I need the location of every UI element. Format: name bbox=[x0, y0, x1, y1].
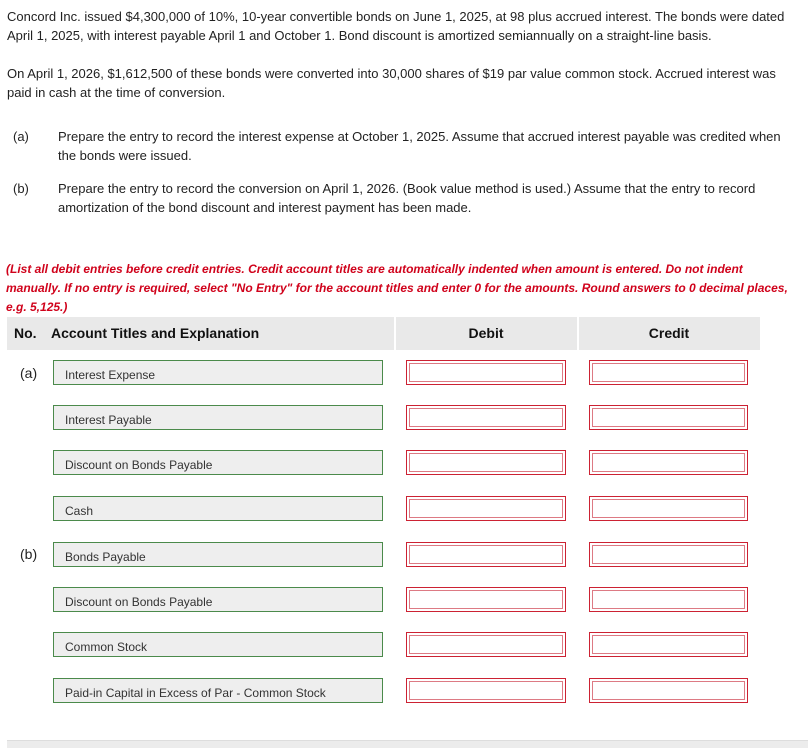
row-label-a: (a) bbox=[20, 365, 38, 381]
header-account: Account Titles and Explanation bbox=[51, 325, 260, 341]
credit-input[interactable] bbox=[589, 496, 748, 521]
part-a-label: (a) bbox=[13, 129, 29, 144]
header-no: No. bbox=[14, 325, 37, 341]
account-title-field[interactable]: Discount on Bonds Payable bbox=[53, 450, 383, 475]
account-title-field[interactable]: Common Stock bbox=[53, 632, 383, 657]
credit-input[interactable] bbox=[589, 587, 748, 612]
header-credit: Credit bbox=[648, 325, 690, 341]
account-title-field[interactable]: Interest Payable bbox=[53, 405, 383, 430]
debit-input[interactable] bbox=[406, 678, 566, 703]
debit-input[interactable] bbox=[406, 450, 566, 475]
table-header bbox=[7, 317, 760, 350]
problem-intro: Concord Inc. issued $4,300,000 of 10%, 10-year convertible bonds on June 1, 2025, at 98 plus accrued interest. The bonds were dated April 1, 2025, with interest payable April 1 and October 1. Bond discount is amortized semiannually on a straight-line basis. bbox=[7, 9, 785, 43]
debit-input[interactable] bbox=[406, 587, 566, 612]
account-title-field[interactable]: Cash bbox=[53, 496, 383, 521]
account-title-field[interactable]: Interest Expense bbox=[53, 360, 383, 385]
part-a-text: Prepare the entry to record the interest expense at October 1, 2025. Assume that accrued interest payable was credited when the bonds were issued. bbox=[58, 129, 781, 163]
debit-input[interactable] bbox=[406, 405, 566, 430]
instructions: (List all debit entries before credit entries. Credit account titles are automatically indented when amount is entered. Do not indent manually. If no entry is required, select "No Entry" for the account titles and enter 0 for the amounts. Round answers to 0 decimal places, e.g. 5,125.) bbox=[6, 262, 788, 314]
row-label-b: (b) bbox=[20, 546, 38, 562]
part-b-label: (b) bbox=[13, 181, 29, 196]
header-debit: Debit bbox=[468, 325, 504, 341]
account-title-field[interactable]: Bonds Payable bbox=[53, 542, 383, 567]
debit-input[interactable] bbox=[406, 496, 566, 521]
credit-input[interactable] bbox=[589, 632, 748, 657]
debit-input[interactable] bbox=[406, 632, 566, 657]
column-divider bbox=[394, 317, 396, 350]
problem-conversion: On April 1, 2026, $1,612,500 of these bonds were converted into 30,000 shares of $19 par value common stock. Accrued interest was paid in cash at the time of conversion. bbox=[7, 66, 776, 100]
column-divider bbox=[577, 317, 579, 350]
debit-input[interactable] bbox=[406, 542, 566, 567]
account-title-field[interactable]: Discount on Bonds Payable bbox=[53, 587, 383, 612]
credit-input[interactable] bbox=[589, 450, 748, 475]
credit-input[interactable] bbox=[589, 360, 748, 385]
part-b-text: Prepare the entry to record the conversion on April 1, 2026. (Book value method is used.) Assume that the entry to record amortization of the bond discount and interest payment has been made. bbox=[58, 181, 756, 215]
account-title-field[interactable]: Paid-in Capital in Excess of Par - Common Stock bbox=[53, 678, 383, 703]
credit-input[interactable] bbox=[589, 542, 748, 567]
credit-input[interactable] bbox=[589, 405, 748, 430]
credit-input[interactable] bbox=[589, 678, 748, 703]
debit-input[interactable] bbox=[406, 360, 566, 385]
